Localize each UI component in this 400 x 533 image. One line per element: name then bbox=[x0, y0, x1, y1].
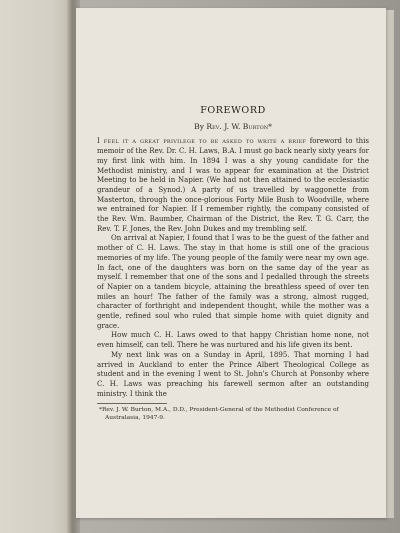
byline bbox=[97, 122, 369, 132]
paragraph-2: On arrival at Napier, I found that I was to be the guest of the father and mother of C. H. Laws. The stay in that home is still one of the gracious memories of my life. The young people of the family were near my own age. In fact, one of the daughters was born on the same day of the year as myself. I remember that one of the sons and I pedalled through the streets of Napier on a tandem bicycle, attaining the breathless speed of over ten miles an hour! The father of the family was a strong, almost rugged, character of forthright and independent thought, while the mother was a gentle, refined soul who ruled that simple home with quiet dignity and grace. bbox=[97, 234, 369, 330]
page-text-block bbox=[97, 106, 369, 423]
paragraph-1-lead: I feel it a great privilege to be asked to write a brief bbox=[97, 137, 307, 146]
footnote: *Rev. J. W. Burton, M.A., D.D., President-General of the Methodist Conference of Australasia, 1947-9. bbox=[99, 407, 339, 421]
paragraph-3: How much C. H. Laws owed to that happy Christian home none, not even himself, can tell. There he was nurtured and his life given its bent. bbox=[97, 331, 369, 350]
footnote-rule bbox=[97, 403, 167, 404]
paragraph-1-text: foreword to this memoir of the Rev. Dr. C. H. Laws, B.A. I must go back nearly sixty years for my first link with him. In 1894 I was a shy young candidate for the Methodist ministry, and I was to appear for examination at the District Meeting to be held in Napier. (We had not then attained to the ecclesiastic grandeur of a Synod.) A party of us travelled by waggonette from Masterton, through the once-glorious Forty Mile Bush to Woodville, where we entrained for Napier. If I remember rightly, the company consisted of the Rev. Wm. Baumber, Chairman of the District, the Rev. T. G. Carr, the Rev. T. F. Jones, the Rev. John Dukes and my trembling self. bbox=[97, 137, 369, 233]
byline-by: By bbox=[194, 121, 204, 131]
paragraph-4: My next link was on a Sunday in April, 1895. That morning I had arrived in Auckland to enter the Prince Albert Theological College as student and in the evening I went to St. John's Church at Ponsonby where C. H. Laws was preaching his farewell sermon after an outstanding ministry. I think the bbox=[97, 350, 369, 398]
paragraph-1 bbox=[97, 137, 369, 234]
byline-author: Rev. J. W. Burton* bbox=[206, 121, 272, 131]
foreword-heading: FOREWORD bbox=[200, 105, 266, 116]
left-page-edge bbox=[0, 0, 74, 533]
